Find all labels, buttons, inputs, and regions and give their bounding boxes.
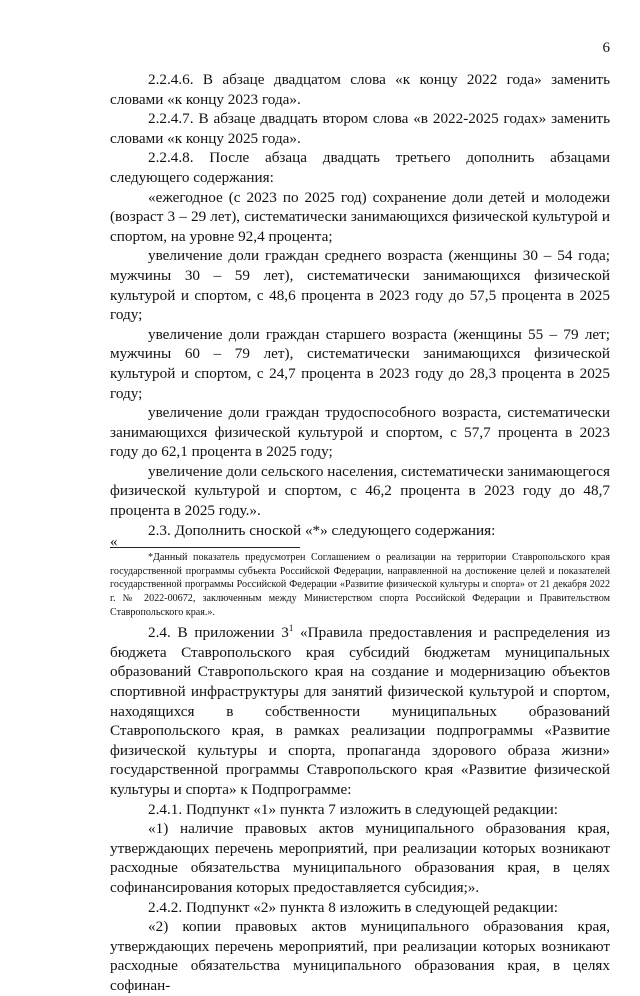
paragraph: увеличение доли сельского населения, систематически занимающегося физической культурой и спортом, с 46,2 процента в 2023 году до 48,7 процента в 2025 году.».: [110, 462, 610, 520]
paragraph: 2.3. Дополнить сноской «*» следующего содержания:: [148, 521, 496, 539]
document-body: [110, 70, 610, 996]
footnote: *Данный показатель предусмотрен Соглашением о реализации на территории Ставропольского края государственной программы субъекта Российской Федерации, направленной на достижение целей и показателей государственной программы Российской Федерации «Развитие физической культуры и спорта» от 21 декабря 2022 г. № 2022-00672, заключенным между Министерством спорта Российской Федерации и Правительством Ставропольского края.».: [110, 552, 610, 618]
paragraph: 2.2.4.7. В абзаце двадцать втором слова «в 2022-2025 годах» заменить словами «к концу 2025 года».: [110, 110, 610, 147]
footnote-divider: [110, 547, 300, 548]
paragraph-2-4-rest: «Правила предоставления и распределения из бюджета Ставропольского края субсидий бюджетам муниципальных образований Ставропольского края на создание и модернизацию объектов спортивной инфраструктуры для занятий физической культурой и спортом, находящихся в собственности муниципальных образований Ставропольского края, в рамках реализации подпрограммы «Развитие физической культуры и спорта, пропаганда здорового образа жизни» государственной программы Ставропольского края «Развитие физической культуры и спорта» к Подпрограмме:: [110, 624, 610, 799]
superscript: 1: [288, 623, 294, 634]
paragraph: 2.2.4.8. После абзаца двадцать третьего дополнить абзацами следующего содержания:: [110, 149, 610, 186]
footnote-open-quote: «: [110, 534, 118, 551]
paragraph: 2.2.4.6. В абзаце двадцатом слова «к концу 2022 года» заменить словами «к концу 2023 года».: [110, 71, 610, 108]
paragraph: увеличение доли граждан трудоспособного возраста, систематически занимающихся физической культурой и спортом, с 57,7 процента в 2023 году до 62,1 процента в 2025 году;: [110, 404, 610, 461]
paragraph-2-4: [110, 619, 610, 799]
paragraph: увеличение доли граждан старшего возраста (женщины 55 – 79 лет; мужчины 60 – 79 лет), систематически занимающихся физической культурой и спортом, с 24,7 процента в 2023 году до 28,3 процента в 2025 году;: [110, 325, 610, 402]
page-number: 6: [602, 40, 610, 56]
paragraph: 2.4.1. Подпункт «1» пункта 7 изложить в следующей редакции:: [148, 800, 558, 818]
paragraph: увеличение доли граждан среднего возраста (женщины 30 – 54 года; мужчины 30 – 59 лет), систематически занимающихся физической культурой и спортом, с 48,6 процента в 2023 году до 57,5 процента в 2025 году;: [110, 247, 610, 324]
paragraph: «1) наличие правовых актов муниципального образования края, утверждающих перечень мероприятий, при реализации которых возникают расходные обязательства муниципального образования края, в целях софинансирования которых предоставляется субсидия;».: [110, 820, 610, 896]
paragraph: «ежегодное (с 2023 по 2025 год) сохранение доли детей и молодежи (возраст 3 – 29 лет), систематически занимающихся физической культурой и спортом, на уровне 92,4 процента;: [110, 188, 610, 245]
paragraph-2-4-start: 2.4. В приложении 3: [148, 624, 289, 642]
paragraph: «2) копии правовых актов муниципального образования края, утверждающих перечень мероприятий, при реализации которых возникают расходные обязательства муниципального образования края, в целях софинан-: [110, 918, 610, 994]
paragraph: 2.4.2. Подпункт «2» пункта 8 изложить в следующей редакции:: [148, 898, 558, 916]
